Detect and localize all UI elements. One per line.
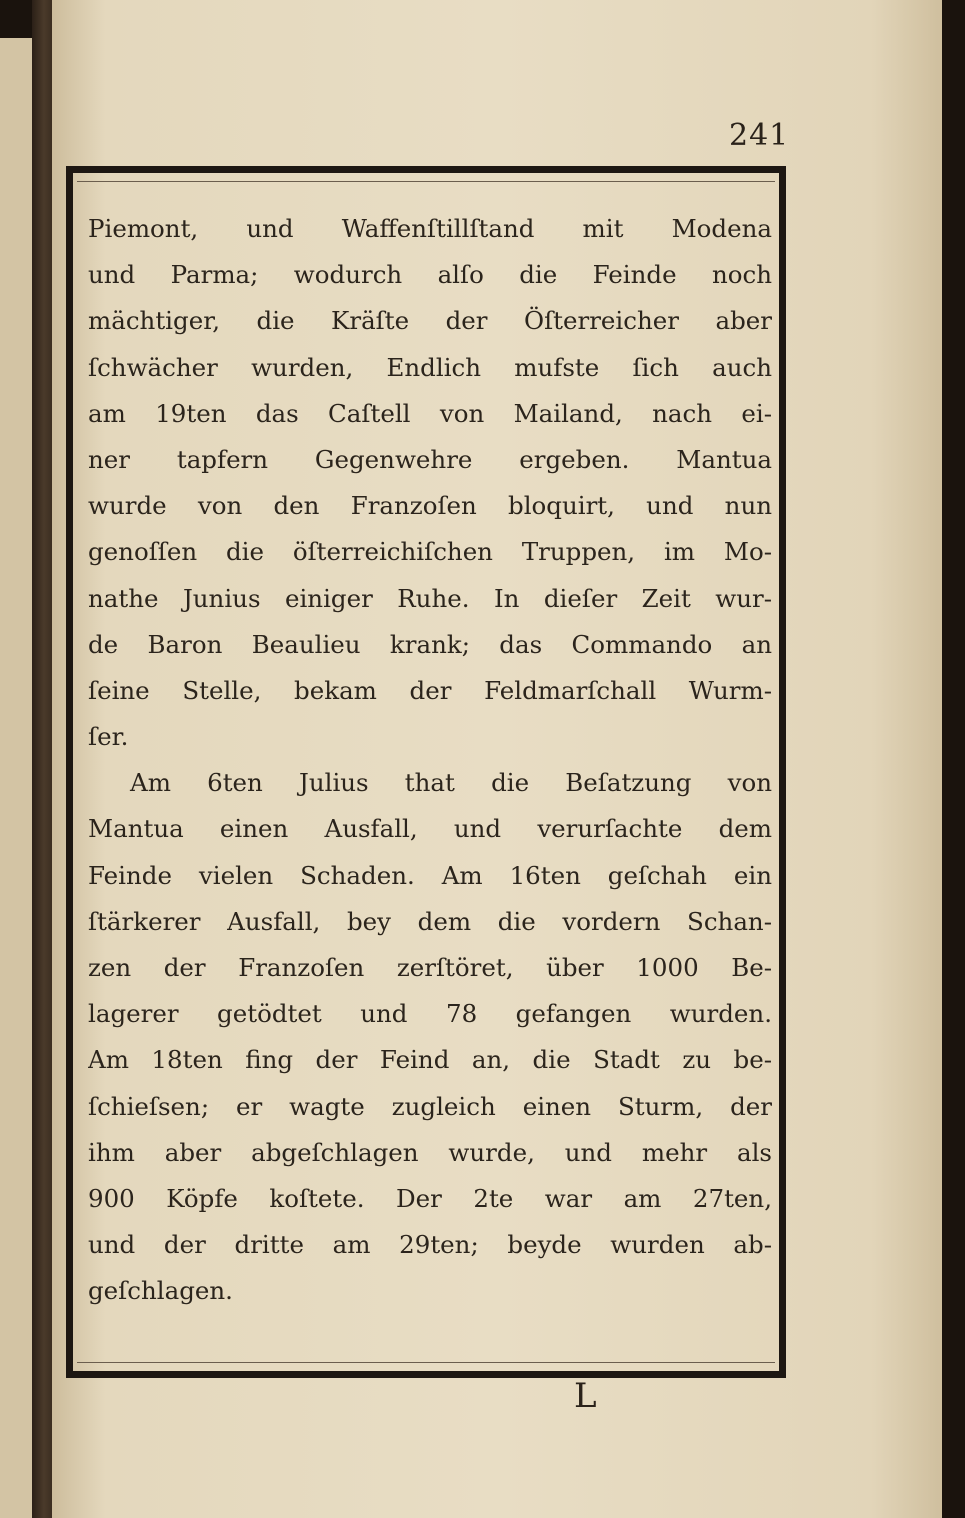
text-line: ſtärkerer Ausfall, bey dem die vordern Schan- (88, 906, 772, 936)
page-right-edge (942, 0, 965, 1518)
text-line: wurde von den Franzoſen bloquirt, und nun (88, 491, 772, 521)
page-number: 241 (729, 118, 790, 153)
text-line: ihm aber abgeſchlagen wurde, und mehr als (88, 1137, 772, 1167)
text-line: genoſſen die öſterreichiſchen Truppen, im Mo- (88, 537, 772, 567)
text-line: ſeine Stelle, bekam der Feldmarſchall Wurm- (88, 675, 772, 705)
text-line: mächtiger, die Kräſte der Öſterreicher aber (88, 306, 772, 336)
signature-mark: L (574, 1376, 597, 1416)
facing-page-edge (0, 38, 32, 1518)
text-line: und Parma; wodurch alſo die Feinde noch (88, 260, 772, 290)
text-line: ner tapfern Gegenwehre ergeben. Mantua (88, 444, 772, 474)
text-line: lagerer getödtet und 78 gefangen wurden. (88, 999, 772, 1029)
text-line: Am 18ten fing der Feind an, die Stadt zu be- (88, 1045, 772, 1075)
text-line: ſchwächer wurden, Endlich mufste ſich auch (88, 352, 772, 382)
paragraph-start-line: Am 6ten Julius that die Beſatzung von (130, 768, 772, 798)
text-line: nathe Junius einiger Ruhe. In dieſer Zeit wur- (88, 583, 772, 613)
text-line: geſchlagen. (88, 1276, 233, 1306)
page-body-text (88, 206, 772, 1315)
text-line: am 19ten das Caſtell von Mailand, nach ei- (88, 398, 772, 428)
text-line: Mantua einen Ausfall, und verurſachte dem (88, 814, 772, 844)
text-line: ſer. (88, 722, 129, 752)
text-line: Feinde vielen Schaden. Am 16ten geſchah ein (88, 860, 772, 890)
text-line: und der dritte am 29ten; beyde wurden ab- (88, 1230, 772, 1260)
text-line: ſchieſsen; er wagte zugleich einen Sturm, der (88, 1091, 772, 1121)
text-line: Piemont, und Waffenſtillſtand mit Modena (88, 214, 772, 243)
text-line: de Baron Beaulieu krank; das Commando an (88, 629, 772, 659)
text-line: 900 Köpfe koſtete. Der 2te war am 27ten, (88, 1183, 772, 1213)
text-line: zen der Franzoſen zerſtöret, über 1000 Be- (88, 953, 772, 982)
